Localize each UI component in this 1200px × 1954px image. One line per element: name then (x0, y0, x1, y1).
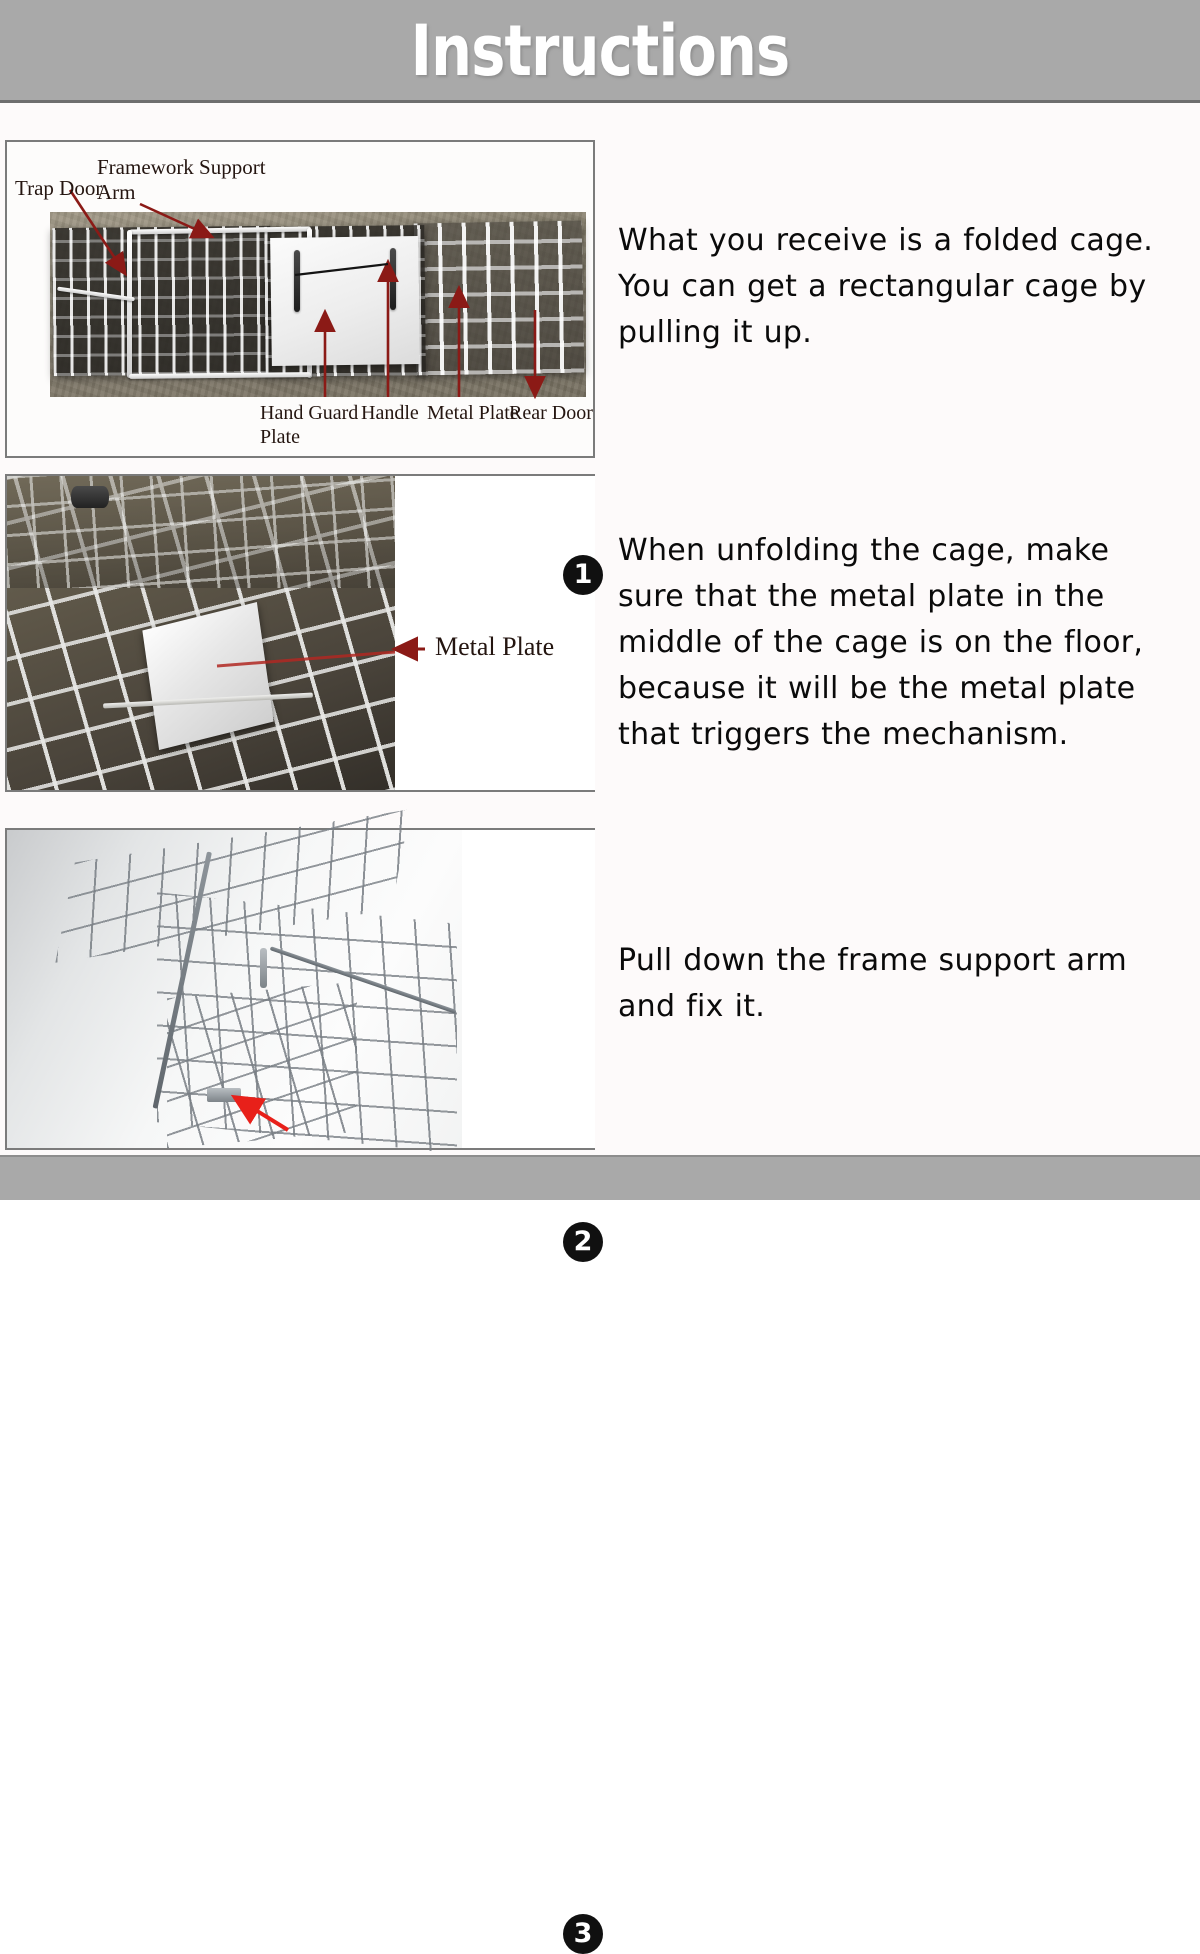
step-3-badge (563, 1914, 603, 1954)
step-3-instruction-text: Pull down the frame support arm and fix it. (618, 943, 1127, 1024)
page-title: Instructions (410, 10, 790, 92)
step-1-image-panel (5, 140, 595, 458)
callout-metal-plate: Metal Plate (435, 632, 555, 661)
step-2-badge (563, 1222, 603, 1262)
step-3-image-panel (5, 828, 595, 1150)
callout-metal-plate: Metal Plate (427, 402, 519, 424)
step-1-instruction-text: What you receive is a folded cage. You can get a rectangular cage by pulling it up. (618, 223, 1154, 350)
callout-framework-support-line1: Framework Support (97, 155, 266, 179)
callout-hand-guard-line2: Plate (260, 426, 300, 448)
callout-handle: Handle (361, 402, 419, 424)
callout-rear-door: Rear Door (509, 402, 593, 424)
step-1 (5, 140, 595, 590)
footer-bar (0, 1155, 1200, 1200)
callout-framework-support-line2: Arm (97, 180, 136, 204)
step-2-badge-number: 2 (573, 1226, 593, 1257)
header-bar (0, 0, 1200, 103)
step-2 (5, 474, 595, 1257)
step-3-badge-number: 3 (573, 1918, 593, 1949)
step-2-image-panel (5, 474, 595, 792)
step-2-instruction-text: When unfolding the cage, make sure that the metal plate in the middle of the cage is on the floor, because it will be the metal plate that triggers the mechanism. (618, 533, 1144, 752)
callout-hand-guard-line1: Hand Guard (260, 402, 359, 424)
step-3 (5, 828, 595, 1949)
step-1-badge-number: 1 (573, 559, 593, 590)
step-1-badge (563, 555, 603, 595)
step-3-annotation-arrow (7, 830, 597, 1152)
callout-trap-door: Trap Door (15, 176, 103, 200)
